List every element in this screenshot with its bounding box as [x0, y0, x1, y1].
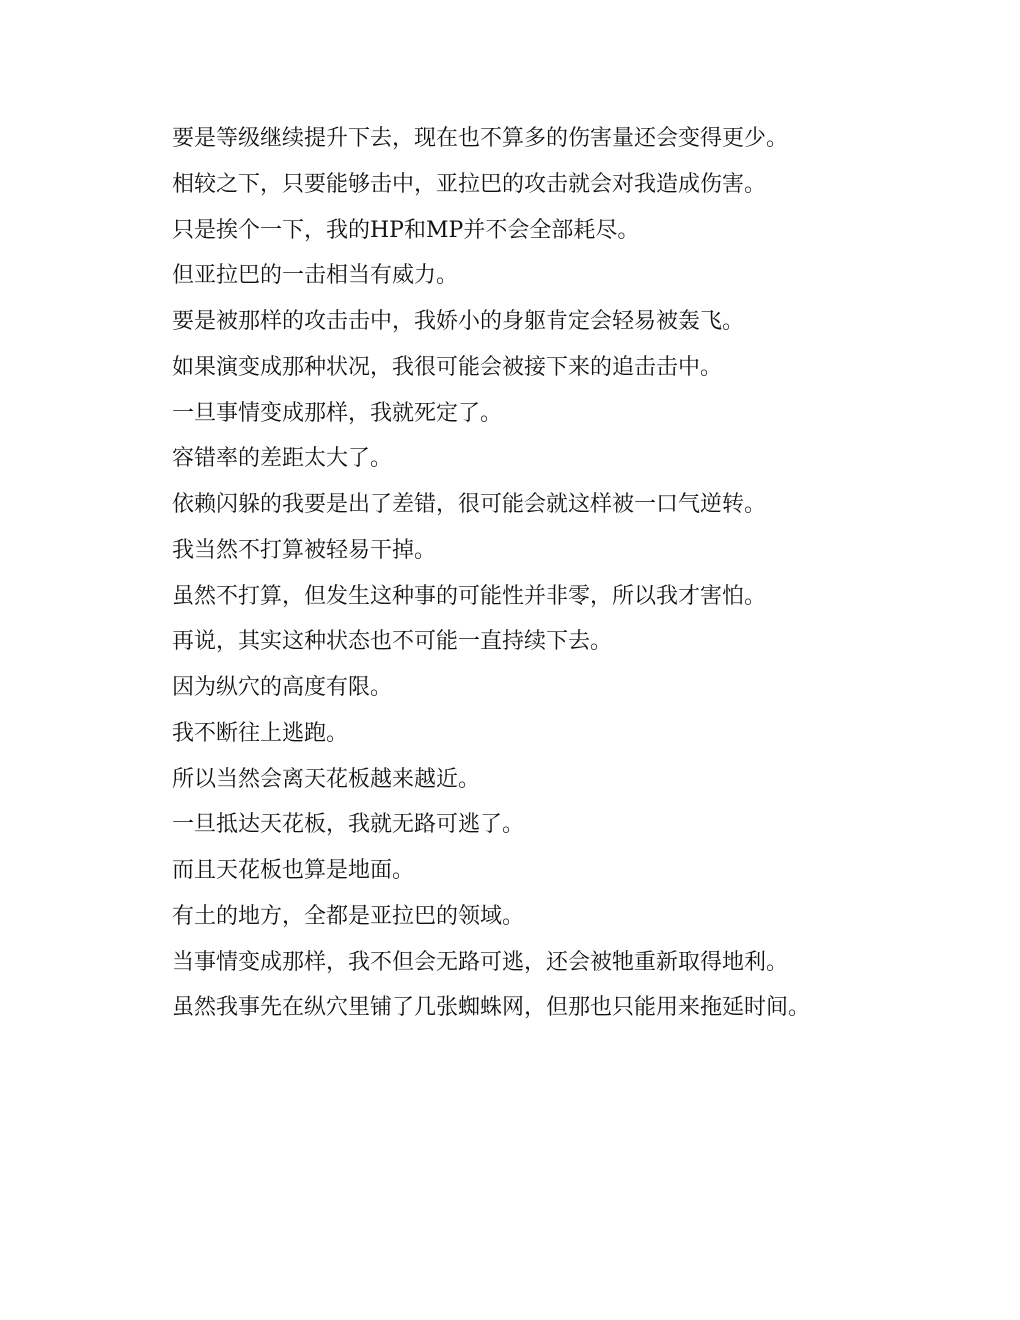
- body-text: [172, 116, 892, 1031]
- paragraph: 一旦事情变成那样，我就死定了。: [172, 400, 503, 426]
- paragraph: 只是挨个一下，我的HP和MP并不会全部耗尽。: [172, 217, 640, 243]
- paragraph: 有土的地方，全都是亚拉巴的领域。: [172, 903, 525, 929]
- paragraph: 虽然我事先在纵穴里铺了几张蜘蛛网，但那也只能用来拖延时间。: [172, 995, 811, 1021]
- paragraph: 当事情变成那样，我不但会无路可逃，还会被牠重新取得地利。: [172, 949, 789, 975]
- paragraph: 相较之下，只要能够击中，亚拉巴的攻击就会对我造成伤害。: [172, 171, 767, 197]
- paragraph: 虽然不打算，但发生这种事的可能性并非零，所以我才害怕。: [172, 583, 767, 609]
- paragraph: 我不断往上逃跑。: [172, 720, 349, 746]
- paragraph: 所以当然会离天花板越来越近。: [172, 766, 481, 792]
- paragraph: 容错率的差距太大了。: [172, 446, 393, 472]
- paragraph: 我当然不打算被轻易干掉。: [172, 537, 437, 563]
- paragraph: 但亚拉巴的一击相当有威力。: [172, 263, 459, 289]
- paragraph: 要是等级继续提升下去，现在也不算多的伤害量还会变得更少。: [172, 126, 789, 151]
- paragraph: 而且天花板也算是地面。: [172, 858, 415, 883]
- paragraph: 如果演变成那种状况，我很可能会被接下来的追击击中。: [172, 354, 723, 380]
- paragraph: 再说，其实这种状态也不可能一直持续下去。: [172, 629, 613, 655]
- paragraph: 因为纵穴的高度有限。: [172, 675, 393, 700]
- paragraph: 要是被那样的攻击击中，我娇小的身躯肯定会轻易被轰飞。: [172, 309, 745, 334]
- paragraph: 一旦抵达天花板，我就无路可逃了。: [172, 812, 525, 838]
- paragraph: 依赖闪躲的我要是出了差错，很可能会就这样被一口气逆转。: [172, 492, 767, 517]
